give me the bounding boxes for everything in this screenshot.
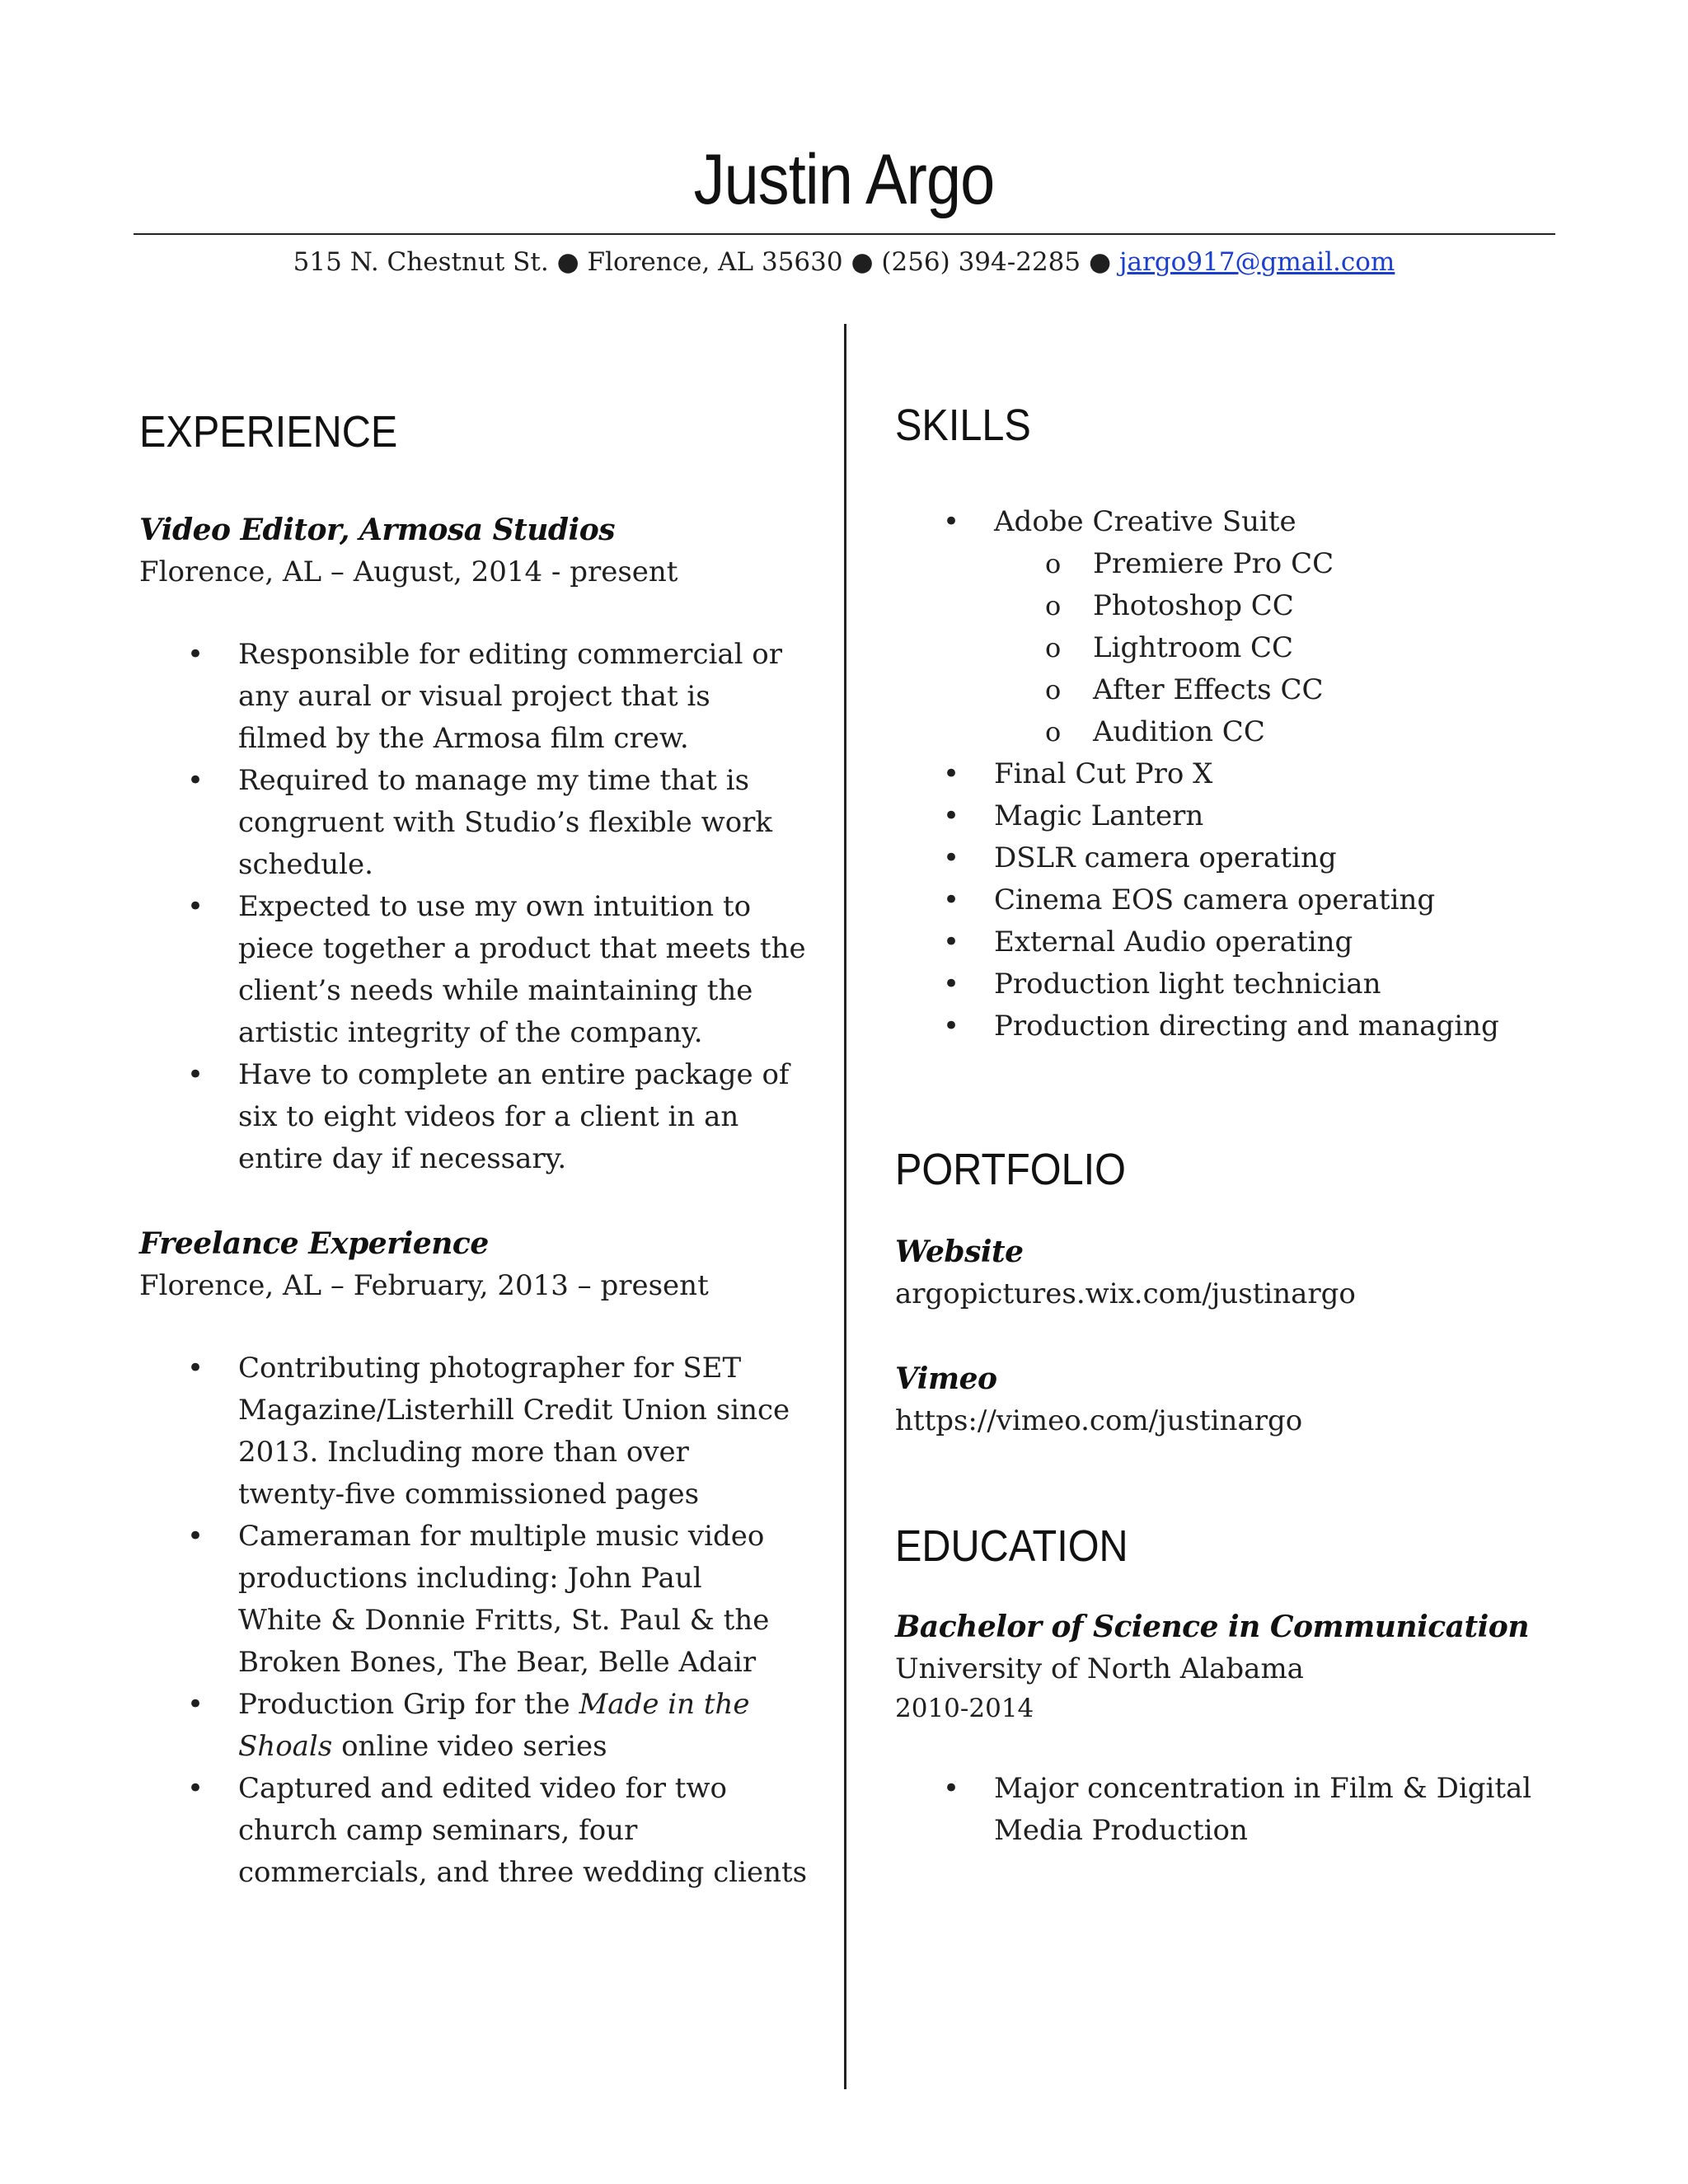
list-item: • Captured and edited video for two church camp seminars, four commercials, and three wedding clients [139, 1768, 815, 1894]
contact-city: Florence, AL 35630 [587, 247, 843, 277]
education-bullets [895, 1768, 1604, 1852]
list-item: o After Effects CC [994, 669, 1604, 711]
portfolio-label: Website [895, 1235, 1024, 1269]
list-item: • Have to complete an entire package of six to eight videos for a client in an entire day if necessary. [139, 1054, 815, 1180]
job-location-date: Florence, AL – February, 2013 – present [139, 1269, 709, 1302]
list-item: • Major concentration in Film & Digital Media Production [895, 1768, 1604, 1852]
left-column [139, 402, 815, 1894]
header-divider [134, 233, 1555, 235]
education-years: 2010-2014 [895, 1694, 1034, 1723]
list-item: • Production directing and managing [895, 1005, 1604, 1047]
list-item: • Responsible for editing commercial or any aural or visual project that is filmed by the Armosa film crew. [139, 634, 815, 760]
skills-sublist [994, 543, 1604, 753]
job-title: Freelance Experience [139, 1226, 489, 1261]
portfolio-label: Vimeo [895, 1361, 997, 1396]
resume-name: Justin Argo [693, 140, 995, 219]
list-item: o Audition CC [994, 711, 1604, 753]
degree-title: Bachelor of Science in Communication [895, 1610, 1529, 1644]
right-column [895, 396, 1604, 1852]
job-location-date: Florence, AL – August, 2014 - present [139, 555, 678, 588]
skills-list [895, 501, 1604, 1047]
job-title: Video Editor, Armosa Studios [139, 513, 615, 547]
separator-dot: ● [556, 247, 579, 277]
contact-email-link[interactable]: jargo917@gmail.com [1118, 247, 1395, 277]
list-item: • Production Grip for the Made in the Shoals online video series [139, 1684, 815, 1768]
list-item: • Contributing photographer for SET Magazine/Listerhill Credit Union since 2013. Including more than over twenty-five commissioned pages [139, 1347, 815, 1516]
skills-heading: SKILLS [895, 401, 1031, 450]
list-item: • Cinema EOS camera operating [895, 879, 1604, 921]
portfolio-url: argopictures.wix.com/justinargo [895, 1277, 1356, 1310]
contact-phone: (256) 394-2285 [881, 247, 1081, 277]
experience-heading: EXPERIENCE [139, 407, 398, 457]
separator-dot: ● [1088, 247, 1112, 277]
list-item: o Lightroom CC [994, 627, 1604, 669]
list-item: • Final Cut Pro X [895, 753, 1604, 795]
list-item: • External Audio operating [895, 921, 1604, 963]
separator-dot: ● [851, 247, 874, 277]
list-item: • Expected to use my own intuition to piece together a product that meets the client’s needs while maintaining the artistic integrity of the company. [139, 886, 815, 1054]
list-item: • DSLR camera operating [895, 837, 1604, 879]
education-heading: EDUCATION [895, 1521, 1128, 1571]
school-name: University of North Alabama [895, 1652, 1304, 1685]
list-item: • Cameraman for multiple music video productions including: John Paul White & Donnie Fritts, St. Paul & the Broken Bones, The Bear, Belle Adair [139, 1516, 815, 1684]
contact-line [0, 244, 1688, 280]
list-item: • Adobe Creative Suite o Premiere Pro CC o Photoshop CC o Lightroom CC o After Effects CC o Audition CC [895, 501, 1604, 753]
list-item: • Required to manage my time that is congruent with Studio’s flexible work schedule. [139, 760, 815, 886]
list-item: o Premiere Pro CC [994, 543, 1604, 585]
column-divider [844, 324, 846, 2089]
contact-address: 515 N. Chestnut St. [293, 247, 549, 277]
job-bullets [139, 1347, 815, 1894]
portfolio-url: https://vimeo.com/justinargo [895, 1404, 1303, 1437]
portfolio-heading: PORTFOLIO [895, 1145, 1126, 1194]
list-item: o Photoshop CC [994, 585, 1604, 627]
list-item: • Magic Lantern [895, 795, 1604, 837]
list-item: • Production light technician [895, 963, 1604, 1005]
job-bullets [139, 634, 815, 1180]
